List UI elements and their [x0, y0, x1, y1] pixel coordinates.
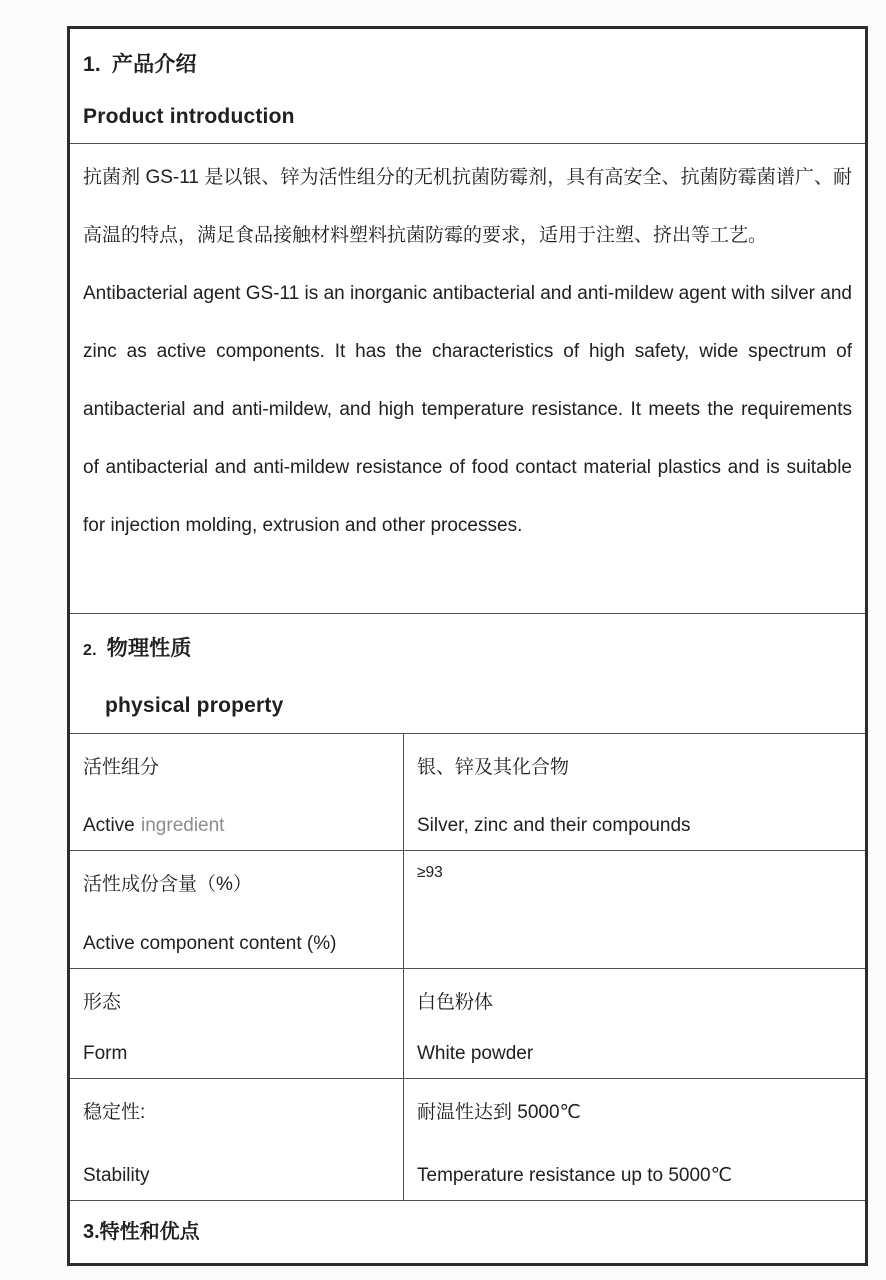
property-label-en: Active component content (%) — [83, 933, 337, 954]
properties-table — [70, 733, 865, 1200]
section-1-title-en: Product introduction — [83, 105, 295, 128]
property-row-stability — [70, 1078, 865, 1200]
property-label-zh: 活性组分 — [83, 757, 160, 778]
property-value-en: White powder — [417, 1043, 534, 1064]
section-1-title-zh-text: 产品介绍 — [111, 53, 197, 76]
property-row-active-ingredient — [70, 733, 865, 850]
property-row-active-content — [70, 850, 865, 968]
property-label-cell — [70, 969, 403, 1078]
property-value-zh: 白色粉体 — [417, 992, 494, 1013]
property-label-en-word1: Active — [83, 815, 135, 836]
section-2-title-en: physical property — [105, 694, 284, 717]
property-value-cell — [403, 734, 865, 850]
section-2-title-zh — [83, 636, 851, 663]
section-1-header — [70, 29, 865, 143]
property-value-en: Temperature resistance up to 5000℃ — [417, 1165, 732, 1186]
property-value-cell — [403, 1079, 865, 1200]
section-3-header — [70, 1200, 865, 1263]
section-1-body — [70, 143, 865, 613]
property-value-cell — [403, 969, 865, 1078]
property-value-zh: 银、锌及其化合物 — [417, 757, 570, 778]
product-datasheet — [67, 26, 868, 1266]
property-label-zh: 活性成份含量（%） — [83, 874, 252, 895]
property-label-en: Form — [83, 1043, 128, 1064]
property-value-cell — [403, 851, 865, 968]
property-label-en-word2: ingredient — [141, 815, 225, 836]
property-label-zh: 稳定性: — [83, 1102, 146, 1123]
property-row-form — [70, 968, 865, 1078]
property-label-cell — [70, 851, 403, 968]
property-value-en: Silver, zinc and their compounds — [417, 815, 691, 836]
section-2-header — [70, 613, 865, 733]
property-label-en: Stability — [83, 1165, 150, 1186]
section-2-number: 2. — [83, 642, 97, 659]
property-label-en — [83, 815, 391, 837]
section-1-title-zh — [83, 52, 851, 77]
property-value: ≥93 — [417, 864, 443, 881]
property-label-cell — [70, 1079, 403, 1200]
intro-paragraph-en: Antibacterial agent GS-11 is an inorganic antibacterial and anti-mildew agent with silver and zinc as active components. It has the characteristics of high safety, wide spectrum of antibacterial and anti-mildew, and high temperature resistance. It meets the requirements of antibacterial and anti-mildew resistance of food contact material plastics and is suitable for injection molding, extrusion and other processes. — [83, 283, 852, 536]
section-2-title-zh-text: 物理性质 — [106, 637, 192, 660]
section-3-title: 3.特性和优点 — [83, 1221, 200, 1243]
intro-paragraph-zh: 抗菌剂 GS-11 是以银、锌为活性组分的无机抗菌防霉剂，具有高安全、抗菌防霉菌谱广、耐高温的特点，满足食品接触材料塑料抗菌防霉的要求，适用于注塑、挤出等工艺。 — [83, 167, 852, 246]
property-value-zh: 耐温性达到 5000℃ — [417, 1102, 581, 1123]
property-label-zh: 形态 — [83, 992, 122, 1013]
section-1-number: 1. — [83, 53, 101, 76]
property-label-cell — [70, 734, 403, 850]
